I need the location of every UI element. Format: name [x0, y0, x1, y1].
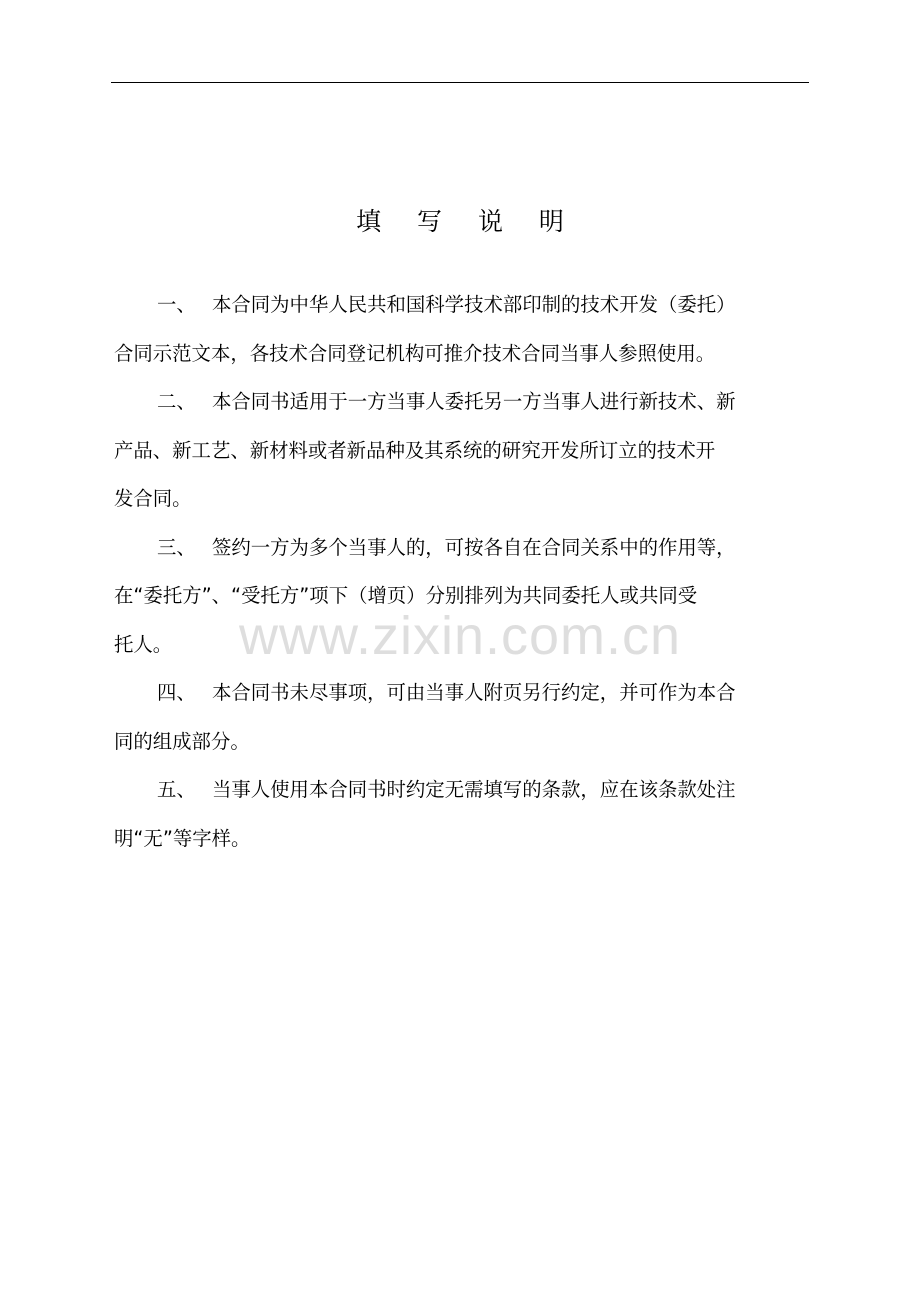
- instruction-item-4: [114, 669, 814, 766]
- instruction-item-3: [114, 524, 814, 670]
- item-text-line: 本合同书适用于一方当事人委托另一方当事人进行新技术、新: [212, 390, 736, 413]
- watermark: www.zixin.com.cn: [238, 606, 682, 666]
- instruction-item-1: [114, 281, 814, 378]
- item-text-line: 在“委托方”、“受托方”项下（增页）分别排列为共同委托人或共同受: [114, 584, 698, 607]
- item-text-line: 当事人使用本合同书时约定无需填写的条款，应在该条款处注: [212, 778, 736, 801]
- item-text-line: 本合同为中华人民共和国科学技术部印制的技术开发（委托）: [212, 293, 736, 316]
- item-text-line: 本合同书未尽事项，可由当事人附页另行约定，并可作为本合: [212, 681, 736, 704]
- item-text-line: 合同示范文本，各技术合同登记机构可推介技术合同当事人参照使用。: [114, 341, 716, 365]
- instruction-item-2: [114, 378, 814, 524]
- item-number: 五、: [157, 778, 196, 801]
- item-text-line: 发合同。: [114, 487, 192, 510]
- item-number: 二、: [157, 390, 196, 413]
- item-number: 一、: [157, 293, 196, 316]
- item-number: 四、: [157, 681, 196, 704]
- item-number: 三、: [157, 535, 196, 559]
- item-text-line: 托人。: [114, 632, 173, 656]
- item-text-line: 签约一方为多个当事人的，可按各自在合同关系中的作用等，: [212, 535, 736, 559]
- header-rule: [111, 82, 809, 83]
- instruction-item-5: [114, 766, 814, 863]
- item-text-line: 产品、新工艺、新材料或者新品种及其系统的研究开发所订立的技术开: [114, 438, 716, 462]
- item-text-line: 明“无”等字样。: [114, 826, 251, 850]
- instructions-body: [114, 281, 814, 863]
- page-title: 填 写 说 明: [356, 207, 578, 236]
- item-text-line: 同的组成部分。: [114, 729, 250, 753]
